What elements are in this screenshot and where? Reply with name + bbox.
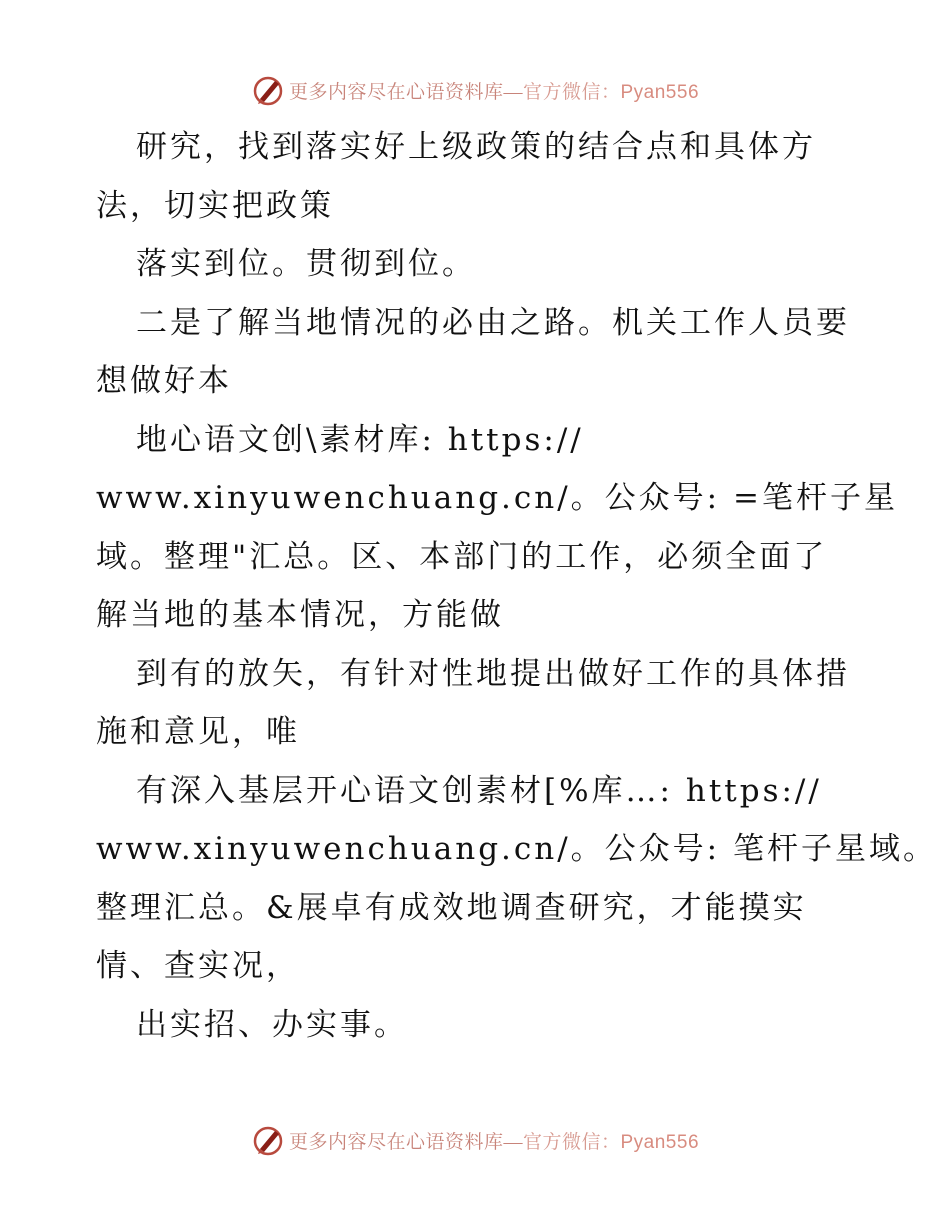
footer-wechat-id: Pyan556 — [620, 1131, 700, 1153]
pen-circle-logo-icon — [251, 73, 285, 107]
header-wechat-label: 官方微信： — [522, 81, 621, 103]
paragraph-line: 有深入基层开心语文创素材[%库…: https:// — [136, 772, 822, 809]
paragraph-line: 域。整理"汇总。区、本部门的工作，必须全面了 — [96, 538, 828, 575]
header-promo-text: 更多内容尽在心语资料库 — [288, 81, 504, 103]
footer-wechat-label: 官方微信： — [522, 1131, 621, 1153]
paragraph-line: 整理汇总。&展卓有成效地调查研究，才能摸实 — [96, 889, 807, 926]
footer-banner — [0, 1120, 950, 1160]
paragraph-line: 解当地的基本情况，方能做 — [96, 597, 504, 633]
header-banner-content — [251, 73, 699, 107]
footer-banner-content — [251, 1123, 699, 1157]
paragraph-line: 想做好本 — [96, 363, 232, 399]
header-banner — [0, 70, 950, 110]
paragraph-line: www.xinyuwenchuang.cn/。公众号: 笔杆子星域。 — [96, 831, 937, 867]
footer-dash: — — [503, 1131, 523, 1153]
paragraph-line: 出实招、办实事。 — [136, 1006, 408, 1043]
body-text — [96, 118, 937, 1054]
header-wechat-id: Pyan556 — [620, 81, 700, 103]
paragraph-line: 施和意见，唯 — [96, 714, 300, 750]
pen-circle-logo-icon — [251, 1123, 285, 1157]
paragraph-line: 地心语文创\素材库: https:// — [136, 421, 584, 458]
paragraph-line: 研究，找到落实好上级政策的结合点和具体方 — [136, 129, 816, 165]
paragraph-line: 落实到位。贯彻到位。 — [136, 246, 476, 282]
footer-promo-text: 更多内容尽在心语资料库 — [288, 1131, 504, 1153]
paragraph-line: 法，切实把政策 — [96, 187, 334, 224]
paragraph-line: 二是了解当地情况的必由之路。机关工作人员要 — [136, 304, 850, 341]
paragraph-line: www.xinyuwenchuang.cn/。公众号: =笔杆子星 — [96, 480, 898, 516]
header-dash: — — [503, 81, 523, 103]
footer-banner-text — [289, 1127, 699, 1154]
header-banner-text — [289, 77, 699, 104]
paragraph-line: 到有的放矢，有针对性地提出做好工作的具体措 — [136, 655, 850, 692]
paragraph-line: 情、查实况， — [96, 948, 300, 984]
